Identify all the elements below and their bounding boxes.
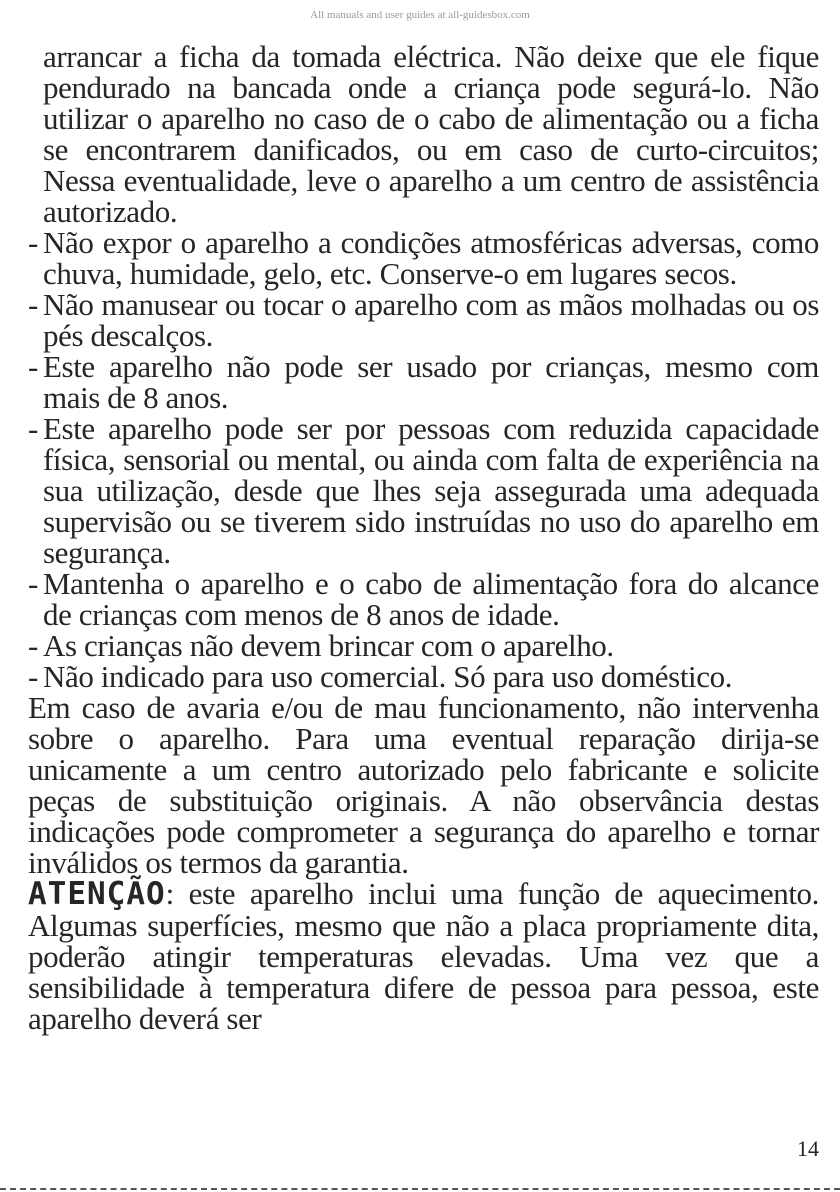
warning-text: : este aparelho inclui uma função de aquecimento. Algumas superfícies, mesmo que não a placa propriamente dita, poderão atingir temperaturas elevadas. Uma vez que a sensibilidade à temperatura difere de pessoa para pessoa, este aparelho deverá ser bbox=[28, 876, 819, 1036]
bottom-divider bbox=[0, 1188, 840, 1190]
bullet-text: Não expor o aparelho a condições atmosféricas adversas, como chuva, humidade, gelo, etc. Conserve-o em lugares secos. bbox=[43, 225, 819, 291]
warning-paragraph bbox=[28, 878, 819, 1034]
list-item bbox=[28, 413, 819, 568]
bullet-text: Este aparelho pode ser por pessoas com reduzida capacidade física, sensorial ou mental, ou ainda com falta de experiência na sua utilização, desde que lhes seja assegurada uma adequada supervisão ou se tiverem sido instruídas no uso do aparelho em segurança. bbox=[43, 411, 819, 570]
safety-bullet-list bbox=[28, 227, 819, 692]
continuation-paragraph: arrancar a ficha da tomada eléctrica. Não deixe que ele fique pendurado na bancada onde a criança pode segurá-lo. Não utilizar o aparelho no caso de o cabo de alimentação ou a ficha se encontrarem danificados, ou em caso de curto-circuitos; Nessa eventualidade, leve o aparelho a um centro de assistência autorizado. bbox=[43, 39, 819, 229]
bullet-text: Este aparelho não pode ser usado por crianças, mesmo com mais de 8 anos. bbox=[43, 349, 819, 415]
bullet-dash: - bbox=[28, 287, 38, 322]
bullet-text: Mantenha o aparelho e o cabo de alimentação fora do alcance de crianças com menos de 8 anos de idade. bbox=[43, 566, 819, 632]
manual-page-body bbox=[28, 41, 819, 1034]
list-item bbox=[28, 568, 819, 630]
bullet-text: Não indicado para uso comercial. Só para uso doméstico. bbox=[43, 659, 733, 694]
bullet-text: Não manusear ou tocar o aparelho com as mãos molhadas ou os pés descalços. bbox=[43, 287, 819, 353]
page-number: 14 bbox=[797, 1136, 819, 1161]
list-item bbox=[28, 289, 819, 351]
list-item bbox=[28, 227, 819, 289]
bullet-dash: - bbox=[28, 225, 38, 260]
bullet-dash: - bbox=[28, 659, 38, 694]
source-header: All manuals and user guides at all-guidesbox.com bbox=[310, 9, 530, 21]
bullet-text: As crianças não devem brincar com o aparelho. bbox=[43, 628, 614, 663]
list-item bbox=[28, 661, 819, 692]
list-item bbox=[28, 630, 819, 661]
bullet-dash: - bbox=[28, 566, 38, 601]
bullet-dash: - bbox=[28, 349, 38, 384]
bullet-dash: - bbox=[28, 411, 38, 446]
list-item bbox=[28, 351, 819, 413]
warning-label: ATENÇÃO bbox=[28, 876, 166, 912]
repair-paragraph: Em caso de avaria e/ou de mau funcionamento, não intervenha sobre o aparelho. Para uma eventual reparação dirija-se unicamente a um centro autorizado pelo fabricante e solicite peças de substituição originais. A não observância destas indicações pode comprometer a segurança do aparelho e tornar inválidos os termos da garantia. bbox=[28, 690, 819, 880]
bullet-dash: - bbox=[28, 628, 38, 663]
